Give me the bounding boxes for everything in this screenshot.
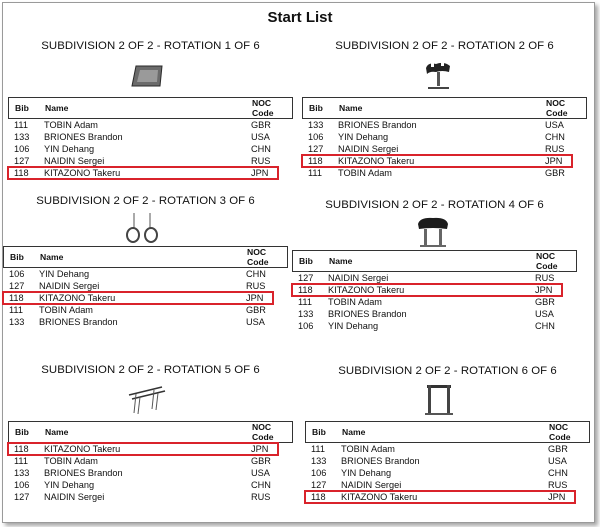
rotation-title: SUBDIVISION 2 OF 2 - ROTATION 2 OF 6 bbox=[335, 40, 554, 52]
noc-cell: GBR bbox=[251, 456, 271, 466]
name-cell: TOBIN Adam bbox=[328, 297, 382, 307]
noc-cell: USA bbox=[246, 317, 265, 327]
table-header bbox=[292, 250, 577, 272]
highlighted-athlete-row bbox=[8, 443, 293, 455]
rotation-title: SUBDIVISION 2 OF 2 - ROTATION 6 OF 6 bbox=[338, 365, 557, 377]
noc-cell: USA bbox=[251, 132, 270, 142]
name-cell: TOBIN Adam bbox=[338, 168, 392, 178]
noc-cell: RUS bbox=[535, 273, 555, 283]
bib-cell: 106 bbox=[311, 468, 327, 478]
noc-cell: GBR bbox=[545, 168, 565, 178]
rings-icon bbox=[123, 211, 161, 245]
table-row bbox=[305, 455, 590, 467]
name-cell: YIN Dehang bbox=[341, 468, 392, 478]
name-cell: YIN Dehang bbox=[328, 321, 379, 331]
header-bib: Bib bbox=[10, 252, 24, 262]
noc-cell: JPN bbox=[251, 444, 269, 454]
bib-cell: 133 bbox=[14, 132, 30, 142]
highlighted-athlete-row bbox=[292, 284, 577, 296]
table-row bbox=[3, 268, 288, 280]
start-list-table bbox=[8, 421, 293, 503]
noc-cell: GBR bbox=[246, 305, 266, 315]
noc-cell: CHN bbox=[548, 468, 568, 478]
noc-cell: USA bbox=[535, 309, 554, 319]
start-list-table bbox=[305, 421, 590, 503]
table-header bbox=[3, 246, 288, 268]
pommel-horse-icon bbox=[422, 58, 454, 94]
noc-cell: JPN bbox=[246, 293, 264, 303]
bib-cell: 127 bbox=[14, 156, 30, 166]
table-row bbox=[302, 119, 587, 131]
table-header bbox=[8, 421, 293, 443]
header-noc: NOC Code bbox=[252, 98, 274, 118]
bib-cell: 133 bbox=[311, 456, 327, 466]
bib-cell: 106 bbox=[298, 321, 314, 331]
bib-cell: 127 bbox=[298, 273, 314, 283]
noc-cell: CHN bbox=[251, 480, 271, 490]
bib-cell: 133 bbox=[308, 120, 324, 130]
noc-cell: CHN bbox=[535, 321, 555, 331]
name-cell: KITAZONO Takeru bbox=[44, 444, 121, 454]
bib-cell: 133 bbox=[14, 468, 30, 478]
noc-cell: CHN bbox=[251, 144, 271, 154]
noc-cell: GBR bbox=[251, 120, 271, 130]
highlighted-athlete-row bbox=[3, 292, 288, 304]
rotation-title: SUBDIVISION 2 OF 2 - ROTATION 1 OF 6 bbox=[41, 40, 260, 52]
start-list-table bbox=[292, 250, 577, 332]
name-cell: BRIONES Brandon bbox=[39, 317, 118, 327]
header-bib: Bib bbox=[299, 256, 313, 266]
name-cell: TOBIN Adam bbox=[44, 120, 98, 130]
bib-cell: 118 bbox=[14, 444, 29, 454]
highlighted-athlete-row bbox=[8, 167, 293, 179]
table-row bbox=[8, 455, 293, 467]
name-cell: NAIDIN Sergei bbox=[338, 144, 399, 154]
noc-cell: GBR bbox=[548, 444, 568, 454]
name-cell: TOBIN Adam bbox=[39, 305, 93, 315]
table-row bbox=[305, 467, 590, 479]
noc-cell: CHN bbox=[246, 269, 266, 279]
noc-cell: RUS bbox=[246, 281, 266, 291]
table-header bbox=[8, 97, 293, 119]
start-list-table bbox=[3, 246, 288, 328]
header-noc: NOC Code bbox=[252, 422, 274, 442]
header-name: Name bbox=[45, 427, 69, 437]
header-name: Name bbox=[45, 103, 69, 113]
name-cell: YIN Dehang bbox=[338, 132, 389, 142]
rotation-title: SUBDIVISION 2 OF 2 - ROTATION 3 OF 6 bbox=[36, 195, 255, 207]
bib-cell: 127 bbox=[9, 281, 25, 291]
start-list-table bbox=[8, 97, 293, 179]
noc-cell: JPN bbox=[548, 492, 566, 502]
name-cell: KITAZONO Takeru bbox=[44, 168, 121, 178]
page-title: Start List bbox=[267, 9, 333, 26]
table-row bbox=[8, 119, 293, 131]
highlighted-athlete-row bbox=[302, 155, 587, 167]
table-row bbox=[305, 443, 590, 455]
table-row bbox=[8, 131, 293, 143]
name-cell: BRIONES Brandon bbox=[338, 120, 417, 130]
table-row bbox=[302, 131, 587, 143]
bib-cell: 111 bbox=[9, 305, 23, 315]
name-cell: KITAZONO Takeru bbox=[328, 285, 405, 295]
header-name: Name bbox=[329, 256, 353, 266]
header-bib: Bib bbox=[15, 427, 29, 437]
bib-cell: 118 bbox=[311, 492, 326, 502]
bib-cell: 133 bbox=[9, 317, 25, 327]
noc-cell: USA bbox=[545, 120, 564, 130]
floor-exercise-icon bbox=[128, 62, 168, 90]
horizontal-bar-icon bbox=[423, 382, 455, 418]
table-row bbox=[8, 467, 293, 479]
bib-cell: 118 bbox=[14, 168, 29, 178]
table-row bbox=[292, 296, 577, 308]
header-noc: NOC Code bbox=[546, 98, 568, 118]
name-cell: BRIONES Brandon bbox=[328, 309, 407, 319]
header-bib: Bib bbox=[309, 103, 323, 113]
bib-cell: 133 bbox=[298, 309, 314, 319]
name-cell: TOBIN Adam bbox=[341, 444, 395, 454]
header-name: Name bbox=[342, 427, 366, 437]
bib-cell: 111 bbox=[308, 168, 322, 178]
bib-cell: 118 bbox=[308, 156, 323, 166]
name-cell: NAIDIN Sergei bbox=[39, 281, 100, 291]
header-noc: NOC Code bbox=[247, 247, 269, 267]
table-row bbox=[8, 143, 293, 155]
name-cell: TOBIN Adam bbox=[44, 456, 98, 466]
name-cell: YIN Dehang bbox=[44, 480, 95, 490]
bib-cell: 111 bbox=[311, 444, 325, 454]
table-row bbox=[292, 308, 577, 320]
bib-cell: 118 bbox=[298, 285, 313, 295]
table-row bbox=[302, 167, 587, 179]
bib-cell: 127 bbox=[308, 144, 324, 154]
name-cell: NAIDIN Sergei bbox=[328, 273, 389, 283]
name-cell: NAIDIN Sergei bbox=[44, 492, 105, 502]
table-header bbox=[302, 97, 587, 119]
noc-cell: RUS bbox=[548, 480, 568, 490]
bib-cell: 127 bbox=[311, 480, 327, 490]
bib-cell: 111 bbox=[14, 120, 28, 130]
name-cell: YIN Dehang bbox=[44, 144, 95, 154]
header-noc: NOC Code bbox=[549, 422, 571, 442]
bib-cell: 106 bbox=[14, 480, 30, 490]
name-cell: NAIDIN Sergei bbox=[44, 156, 105, 166]
bib-cell: 111 bbox=[298, 297, 312, 307]
table-row bbox=[292, 320, 577, 332]
highlighted-athlete-row bbox=[305, 491, 590, 503]
bib-cell: 106 bbox=[9, 269, 25, 279]
header-name: Name bbox=[339, 103, 363, 113]
noc-cell: RUS bbox=[251, 492, 271, 502]
header-name: Name bbox=[40, 252, 64, 262]
table-row bbox=[3, 304, 288, 316]
name-cell: KITAZONO Takeru bbox=[39, 293, 116, 303]
table-header bbox=[305, 421, 590, 443]
noc-cell: CHN bbox=[545, 132, 565, 142]
bib-cell: 118 bbox=[9, 293, 24, 303]
noc-cell: USA bbox=[548, 456, 567, 466]
name-cell: YIN Dehang bbox=[39, 269, 90, 279]
noc-cell: RUS bbox=[545, 144, 565, 154]
name-cell: NAIDIN Sergei bbox=[341, 480, 402, 490]
noc-cell: JPN bbox=[545, 156, 563, 166]
start-list-table bbox=[302, 97, 587, 179]
name-cell: KITAZONO Takeru bbox=[338, 156, 415, 166]
header-bib: Bib bbox=[15, 103, 29, 113]
noc-cell: JPN bbox=[251, 168, 269, 178]
noc-cell: RUS bbox=[251, 156, 271, 166]
noc-cell: GBR bbox=[535, 297, 555, 307]
rotation-title: SUBDIVISION 2 OF 2 - ROTATION 4 OF 6 bbox=[325, 199, 544, 211]
noc-cell: USA bbox=[251, 468, 270, 478]
bib-cell: 106 bbox=[14, 144, 30, 154]
header-bib: Bib bbox=[312, 427, 326, 437]
table-row bbox=[3, 316, 288, 328]
bib-cell: 106 bbox=[308, 132, 324, 142]
bib-cell: 111 bbox=[14, 456, 28, 466]
name-cell: BRIONES Brandon bbox=[341, 456, 420, 466]
bib-cell: 127 bbox=[14, 492, 30, 502]
parallel-bars-icon bbox=[126, 381, 168, 417]
noc-cell: JPN bbox=[535, 285, 553, 295]
vault-icon bbox=[416, 214, 450, 250]
name-cell: BRIONES Brandon bbox=[44, 468, 123, 478]
name-cell: BRIONES Brandon bbox=[44, 132, 123, 142]
table-row bbox=[8, 491, 293, 503]
name-cell: KITAZONO Takeru bbox=[341, 492, 418, 502]
rotation-title: SUBDIVISION 2 OF 2 - ROTATION 5 OF 6 bbox=[41, 364, 260, 376]
header-noc: NOC Code bbox=[536, 251, 558, 271]
table-row bbox=[8, 479, 293, 491]
